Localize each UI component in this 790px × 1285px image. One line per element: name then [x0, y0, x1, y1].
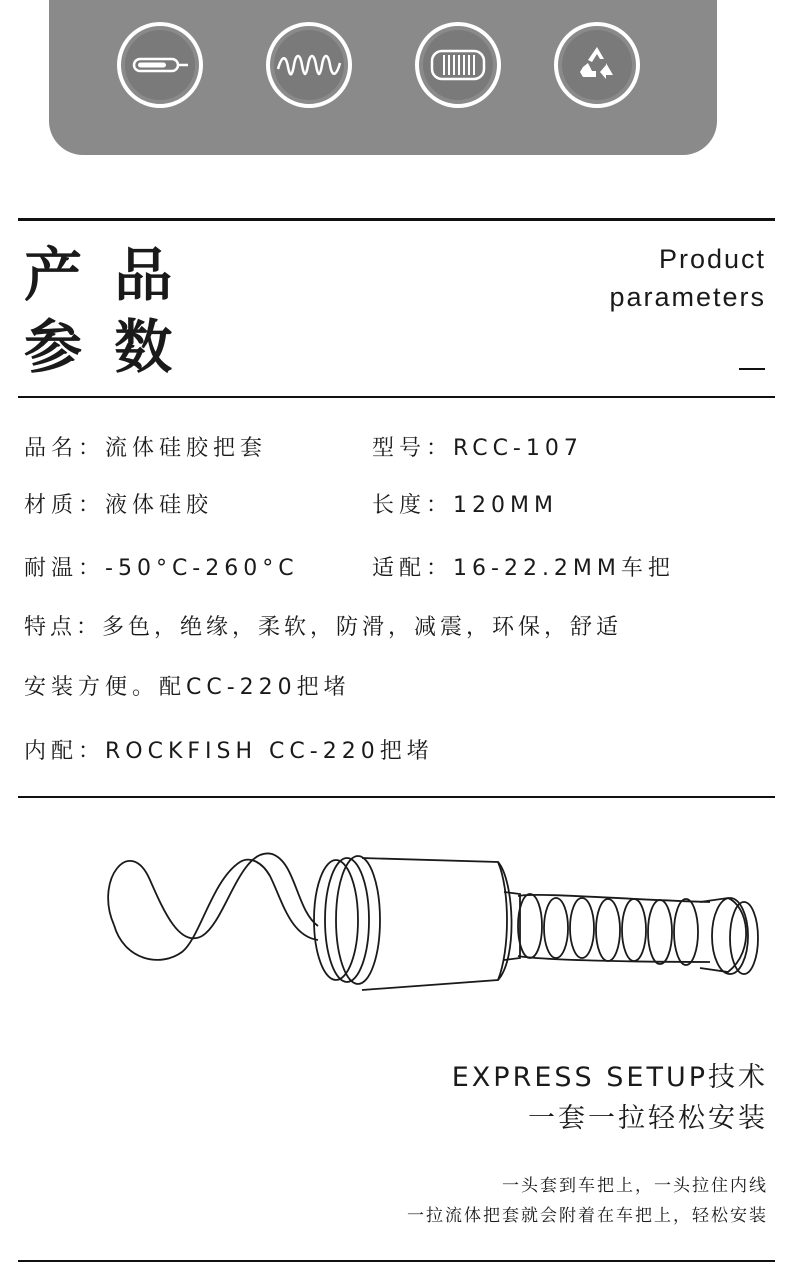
setup-desc-line2: 一拉流体把套就会附着在车把上，轻松安装 — [407, 1206, 768, 1226]
recycle-icon — [554, 22, 640, 108]
spec-name — [24, 438, 267, 460]
spec-install: 安装方便。配CC-220把堵 — [24, 675, 351, 700]
feature-icon-band — [49, 0, 717, 155]
spec-features — [24, 617, 622, 639]
spec-material-label: 材质： — [24, 493, 106, 518]
section-top-rule — [18, 218, 775, 221]
spec-name-value: 流体硅胶把套 — [105, 436, 268, 461]
setup-title-line2: 一套一拉轻松安装 — [528, 1103, 768, 1134]
spec-model-value: RCC-107 — [453, 436, 583, 461]
grip-texture-icon — [415, 22, 501, 108]
spring-icon — [266, 22, 352, 108]
section-rule-2 — [18, 396, 775, 398]
title-cn-line2: 参 数 — [24, 313, 179, 381]
setup-title-line1: EXPRESS SETUP技术 — [451, 1062, 768, 1093]
spec-temp-value: -50°C-260°C — [105, 556, 299, 581]
spec-temp-label: 耐温： — [24, 556, 106, 581]
spec-features-value: 多色，绝缘，柔软，防滑，减震，环保，舒适 — [102, 615, 623, 640]
spec-model — [372, 438, 583, 460]
spec-material — [24, 495, 213, 517]
spec-model-label: 型号： — [372, 436, 454, 461]
section-bottom-rule — [18, 1260, 775, 1262]
title-en-line2: parameters — [609, 282, 766, 312]
spec-fit-value: 16-22.2MM车把 — [453, 556, 675, 581]
spec-temp — [24, 558, 299, 580]
title-en — [609, 240, 766, 316]
title-en-line1: Product — [658, 244, 766, 274]
spec-inner-label: 内配： — [24, 739, 106, 764]
spec-length-label: 长度： — [372, 493, 454, 518]
title-dash — [739, 368, 765, 370]
insulation-icon — [117, 22, 203, 108]
spec-material-value: 液体硅胶 — [105, 493, 214, 518]
section-rule-3 — [18, 796, 775, 798]
spec-length — [372, 495, 558, 517]
spec-inner-value: ROCKFISH CC-220把堵 — [105, 739, 434, 764]
title-cn-line1: 产 品 — [24, 241, 179, 309]
spec-inner — [24, 741, 434, 763]
spec-fit-label: 适配： — [372, 556, 454, 581]
setup-desc-line1: 一头套到车把上，一头拉住内线 — [502, 1176, 768, 1196]
spec-fit — [372, 558, 675, 580]
grip-illustration — [100, 840, 760, 1005]
spec-length-value: 120MM — [453, 493, 558, 518]
spec-name-label: 品名： — [24, 436, 106, 461]
spec-features-label: 特点： — [24, 615, 103, 640]
